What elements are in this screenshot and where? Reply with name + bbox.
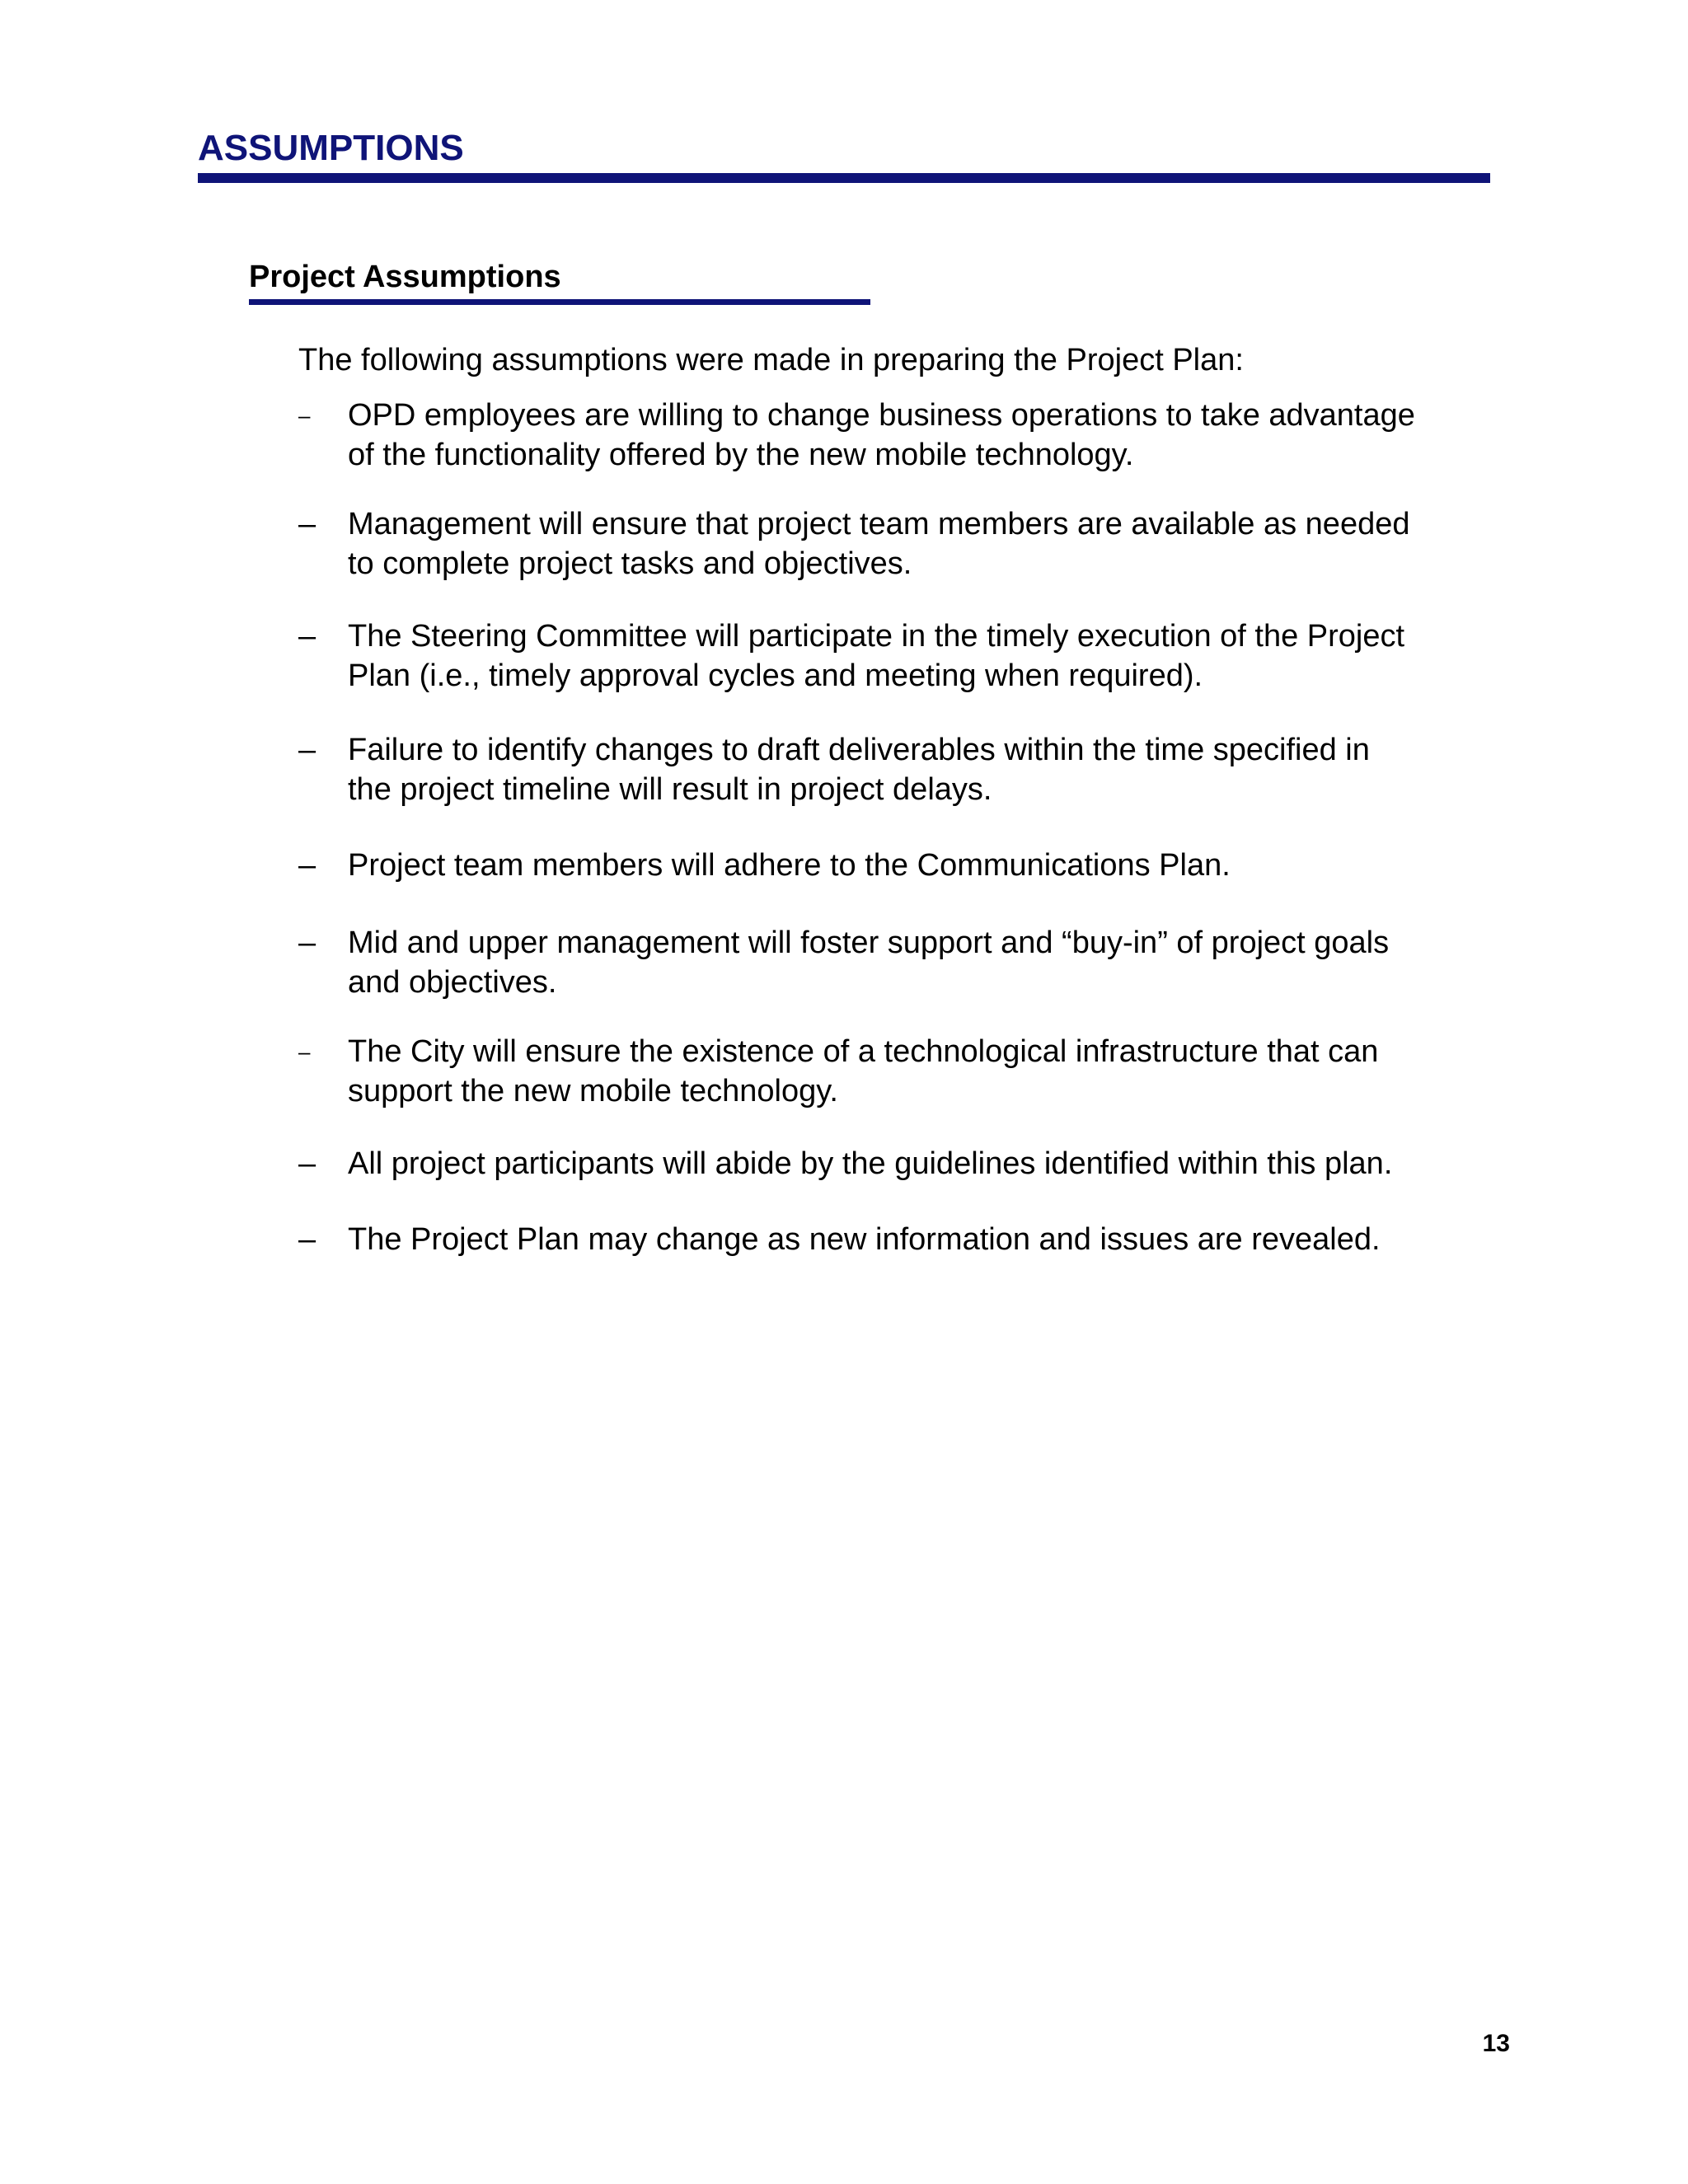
list-item xyxy=(298,730,1493,809)
list-item xyxy=(298,1220,1493,1259)
section-divider xyxy=(198,173,1490,183)
section-title: ASSUMPTIONS xyxy=(198,128,464,168)
list-item-line: Mid and upper management will foster support and “buy-in” of project goals xyxy=(348,926,1390,960)
list-item-line: Failure to identify changes to draft deliverables within the time specified in xyxy=(348,733,1370,767)
bullet-dash: – xyxy=(298,926,316,960)
subsection-title: Project Assumptions xyxy=(249,260,561,294)
bullet-dash: – xyxy=(298,1222,316,1257)
list-item xyxy=(298,396,1493,475)
list-item-line: Management will ensure that project team members are available as needed xyxy=(348,507,1410,541)
list-item-line: support the new mobile technology. xyxy=(348,1074,838,1108)
list-item-line: All project participants will abide by the guidelines identified within this plan. xyxy=(348,1146,1393,1181)
bullet-dash: – xyxy=(298,1039,311,1064)
bullet-dash: – xyxy=(298,619,316,654)
bullet-dash: – xyxy=(298,733,316,767)
list-item xyxy=(298,504,1493,583)
bullet-dash: – xyxy=(298,848,316,883)
list-item xyxy=(298,923,1493,1002)
intro-paragraph: The following assumptions were made in preparing the Project Plan: xyxy=(298,343,1244,377)
page-number: 13 xyxy=(1482,2030,1510,2057)
bullet-dash: – xyxy=(298,507,316,541)
list-item-line: Plan (i.e., timely approval cycles and meeting when required). xyxy=(348,658,1203,693)
list-item xyxy=(298,1144,1493,1183)
list-item-line: OPD employees are willing to change business operations to take advantage xyxy=(348,398,1415,433)
list-item-line: The City will ensure the existence of a technological infrastructure that can xyxy=(348,1034,1379,1069)
list-item-line: The Project Plan may change as new information and issues are revealed. xyxy=(348,1222,1381,1257)
bullet-dash: – xyxy=(298,403,311,428)
list-item-line: and objectives. xyxy=(348,965,557,1000)
list-item xyxy=(298,846,1493,885)
list-item xyxy=(298,616,1493,696)
list-item-line: of the functionality offered by the new mobile technology. xyxy=(348,438,1134,472)
bullet-dash: – xyxy=(298,1146,316,1181)
list-item-line: Project team members will adhere to the Communications Plan. xyxy=(348,848,1231,883)
subsection-divider xyxy=(249,299,870,305)
list-item xyxy=(298,1032,1493,1111)
list-item-line: the project timeline will result in project delays. xyxy=(348,772,992,807)
list-item-line: The Steering Committee will participate in the timely execution of the Project xyxy=(348,619,1405,654)
list-item-line: to complete project tasks and objectives. xyxy=(348,546,912,581)
